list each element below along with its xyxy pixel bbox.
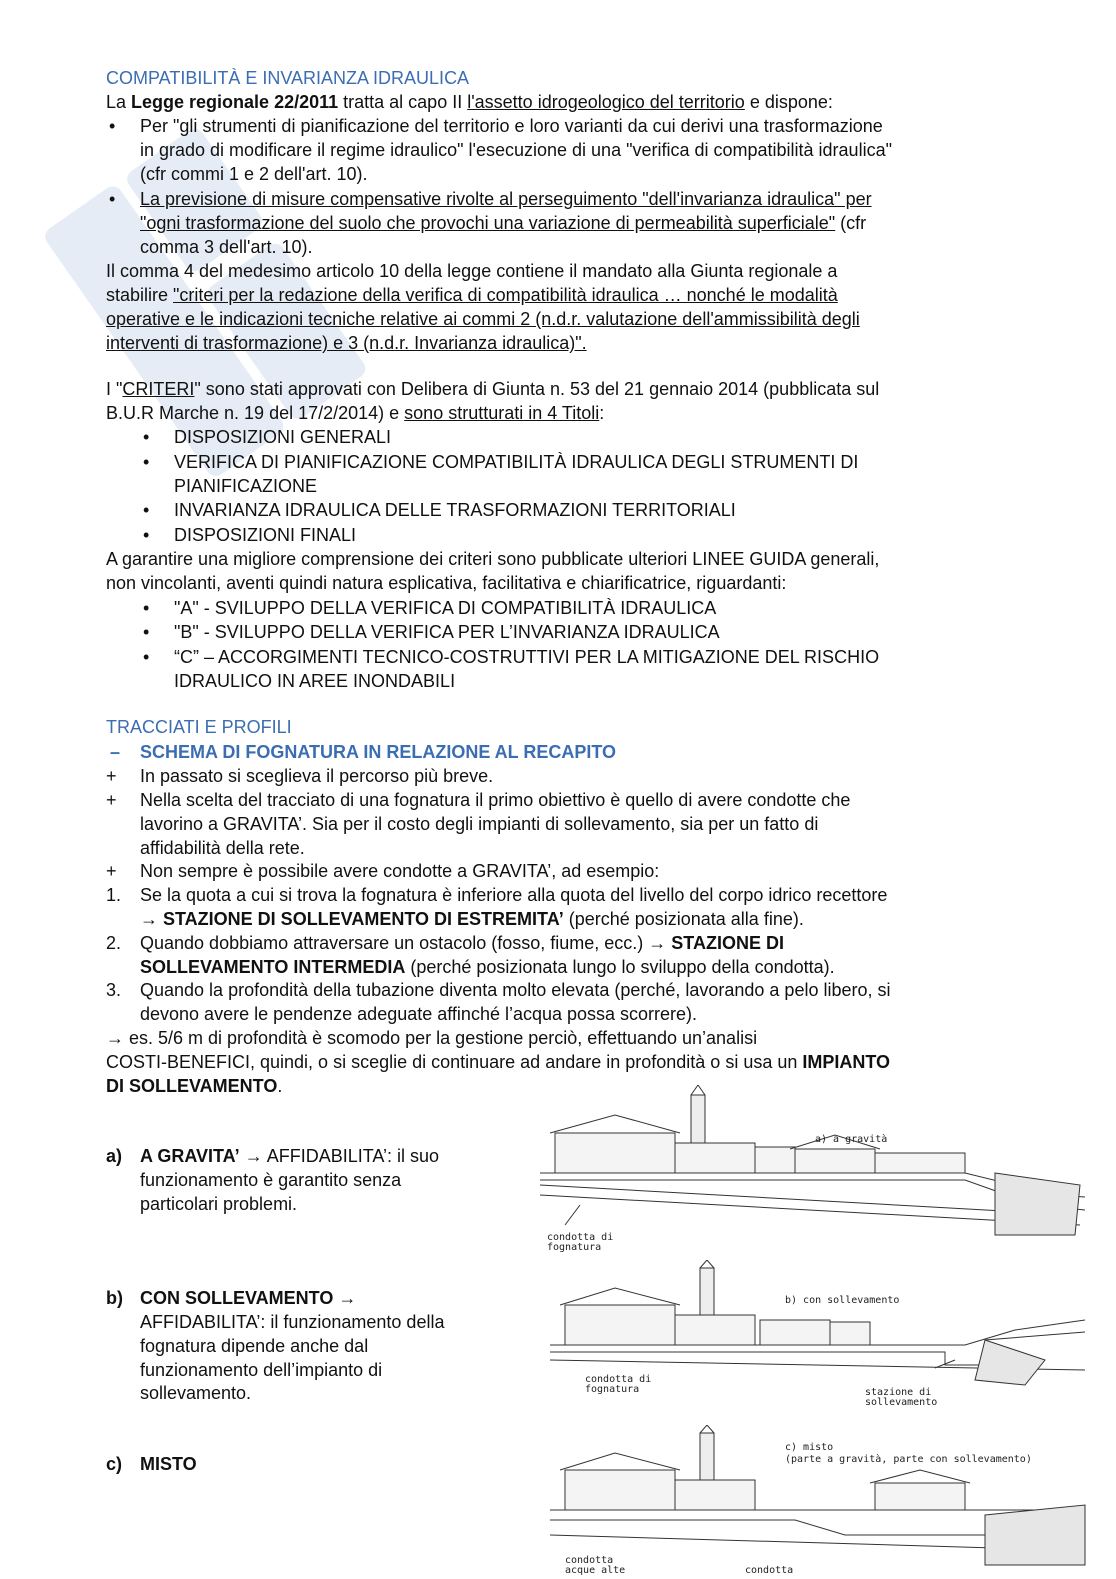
plus-marker: + (106, 790, 117, 810)
titolo-item: DISPOSIZIONI GENERALI (174, 427, 392, 447)
item3-line2: devono avere le pendenze adeguate affinché l’acqua possa scorrere). (140, 1004, 698, 1024)
figure-a-label: condotta di (547, 1232, 614, 1243)
section-heading-tracciati: TRACCIATI E PROFILI (106, 717, 292, 737)
figure-c-label: condotta (565, 1555, 614, 1566)
figure-b-label: sollevamento (865, 1397, 938, 1408)
linee-line2: non vincolanti, aventi quindi natura esplicativa, facilitativa e chiarificatrice, riguardanti: (106, 573, 787, 593)
comma-line2: stabilire "criteri per la redazione della verifica di compatibilità idraulica … nonché le modalità (106, 285, 838, 305)
point2-line3: affidabilità della rete. (140, 838, 305, 858)
dash-marker: – (110, 742, 121, 762)
figure-b-label: fognatura (585, 1384, 640, 1395)
bullet-dot: • (143, 598, 150, 618)
esempio-line2: COSTI-BENEFICI, quindi, o si sceglie di continuare ad andare in profondità o si usa un IMPIANTO (106, 1052, 891, 1072)
case-b-line4: funzionamento dell’impianto di (140, 1360, 383, 1380)
subheading-schema: SCHEMA DI FOGNATURA IN RELAZIONE AL RECAPITO (140, 742, 617, 762)
bullet-dot: • (143, 622, 150, 642)
figure-gravity-illustration (535, 1085, 1095, 1253)
figure-c-subtitle: (parte a gravità, parte con sollevamento) (785, 1454, 1032, 1465)
arrow-right-icon: → (338, 1288, 357, 1308)
section-heading-compatibilita: COMPATIBILITÀ E INVARIANZA IDRAULICA (106, 68, 470, 88)
bullet-dot: • (109, 116, 116, 136)
point2-line1: Nella scelta del tracciato di una fognatura il primo obiettivo è quello di avere condotte che (140, 790, 851, 810)
titolo-item: VERIFICA DI PIANIFICAZIONE COMPATIBILITÀ IDRAULICA DEGLI STRUMENTI DI (174, 452, 859, 472)
bullet2-line3: comma 3 dell'art. 10). (140, 237, 313, 257)
linee-line1: A garantire una migliore comprensione dei criteri sono pubblicate ulteriori LINEE GUIDA generali, (106, 549, 880, 569)
item3-line1: Quando la profondità della tubazione diventa molto elevata (perché, lavorando a pelo libero, si (140, 980, 891, 1000)
figure-c-title: c) misto (785, 1442, 834, 1453)
bullet1-line2: in grado di modificare il regime idraulico" l'esecuzione di una "verifica di compatibilità idraulica" (140, 140, 892, 160)
case-b-line1: CON SOLLEVAMENTO → (140, 1288, 357, 1308)
arrow-right-icon: → (244, 1146, 263, 1166)
item1-line1: Se la quota a cui si trova la fognatura è inferiore alla quota del livello del corpo idrico recettore (140, 885, 888, 905)
bullet2-line2: "ogni trasformazione del suolo che provochi una variazione di permeabilità superficiale" (cfr (140, 213, 867, 233)
criteri-line2: B.U.R Marche n. 19 del 17/2/2014) e sono strutturati in 4 Titoli: (106, 403, 605, 423)
item2-line2: SOLLEVAMENTO INTERMEDIA (perché posizionata lungo lo sviluppo della condotta). (140, 957, 835, 977)
titolo-item: INVARIANZA IDRAULICA DELLE TRASFORMAZIONI TERRITORIALI (174, 500, 736, 520)
plus-marker: + (106, 766, 117, 786)
linea-item: "A" - SVILUPPO DELLA VERIFICA DI COMPATIBILITÀ IDRAULICA (174, 598, 717, 618)
linea-item-cont: IDRAULICO IN AREE INONDABILI (174, 671, 456, 691)
num-1: 1. (106, 885, 122, 905)
arrow-right-icon: → (648, 933, 667, 953)
case-b-line2: AFFIDABILITA’: il funzionamento della (140, 1312, 445, 1332)
figure-c-label: condotta (745, 1565, 794, 1576)
bullet-dot: • (143, 647, 150, 667)
case-a-letter: a) (106, 1146, 123, 1166)
point2-line2: lavorino a GRAVITA’. Sia per il costo degli impianti di sollevamento, sia per un fatto di (140, 814, 819, 834)
comma-line1: Il comma 4 del medesimo articolo 10 della legge contiene il mandato alla Giunta regionale a (106, 261, 838, 281)
bullet-dot: • (143, 427, 150, 447)
linea-item: “C” – ACCORGIMENTI TECNICO-COSTRUTTIVI PER LA MITIGAZIONE DEL RISCHIO (174, 647, 880, 667)
esempio-line1: → es. 5/6 m di profondità è scomodo per la gestione perciò, effettuando un’analisi (106, 1028, 758, 1048)
figure-lifting-illustration (545, 1260, 1095, 1415)
item1-line2: → STAZIONE DI SOLLEVAMENTO DI ESTREMITA’ (perché posizionata alla fine). (140, 909, 804, 929)
case-a-line2: funzionamento è garantito senza (140, 1170, 402, 1190)
case-a-line3: particolari problemi. (140, 1194, 298, 1214)
case-a-line1: A GRAVITA’ → AFFIDABILITA’: il suo (140, 1146, 440, 1166)
figure-mixed-illustration (545, 1425, 1095, 1577)
case-c-line1: MISTO (140, 1454, 197, 1474)
esempio-line3: DI SOLLEVAMENTO. (106, 1076, 283, 1096)
arrow-right-icon: → (106, 1028, 124, 1048)
case-c-letter: c) (106, 1454, 123, 1474)
bullet-dot: • (143, 500, 150, 520)
bullet-dot: • (143, 525, 150, 545)
bullet1-line1: Per "gli strumenti di pianificazione del territorio e loro varianti da cui derivi una trasformazione (140, 116, 883, 136)
bullet-dot: • (143, 452, 150, 472)
point3: Non sempre è possibile avere condotte a GRAVITA’, ad esempio: (140, 861, 660, 881)
point1: In passato si sceglieva il percorso più breve. (140, 766, 494, 786)
num-2: 2. (106, 933, 122, 953)
case-b-letter: b) (106, 1288, 123, 1308)
figure-b-label: stazione di (865, 1387, 932, 1398)
figure-a-title: a) a gravità (815, 1134, 888, 1145)
comma-line3: operative e le indicazioni tecniche relative ai commi 2 (n.d.r. valutazione dell'ammissibilità degli (106, 309, 860, 329)
case-b-line5: sollevamento. (140, 1383, 252, 1403)
figure-b-title: b) con sollevamento (785, 1295, 900, 1306)
intro-line: La Legge regionale 22/2011 tratta al capo II l'assetto idrogeologico del territorio e dispone: (106, 92, 833, 112)
figure-a-label: fognatura (547, 1242, 602, 1253)
titolo-item-cont: PIANIFICAZIONE (174, 476, 318, 496)
titolo-item: DISPOSIZIONI FINALI (174, 525, 357, 545)
comma-line4: interventi di trasformazione) e 3 (n.d.r. Invarianza idraulica)". (106, 333, 587, 353)
figure-b-label: condotta di (585, 1374, 652, 1385)
bullet2-line1: La previsione di misure compensative rivolte al perseguimento "dell'invarianza idraulica" per (140, 189, 872, 209)
item2-line1: Quando dobbiamo attraversare un ostacolo (fosso, fiume, ecc.) → STAZIONE DI (140, 933, 784, 953)
figure-c-label: acque alte (565, 1565, 626, 1576)
num-3: 3. (106, 980, 122, 1000)
criteri-line1: I "CRITERI" sono stati approvati con Delibera di Giunta n. 53 del 21 gennaio 2014 (pubblicata sul (106, 379, 880, 399)
bullet1-line3: (cfr commi 1 e 2 dell'art. 10). (140, 164, 368, 184)
plus-marker: + (106, 861, 117, 881)
arrow-right-icon: → (140, 909, 158, 929)
linea-item: "B" - SVILUPPO DELLA VERIFICA PER L’INVARIANZA IDRAULICA (174, 622, 720, 642)
case-b-line3: fognatura dipende anche dal (140, 1336, 369, 1356)
bullet-dot: • (109, 189, 116, 209)
